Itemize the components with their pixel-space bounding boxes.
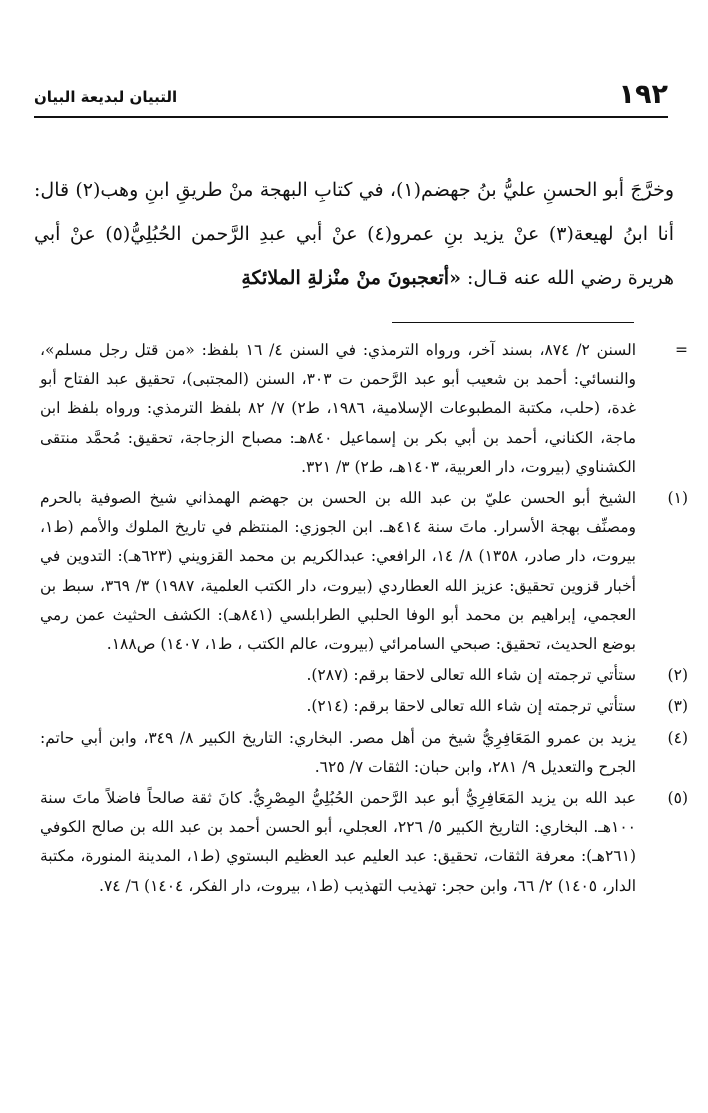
footnote-marker: = (675, 341, 688, 359)
footnotes (34, 336, 688, 903)
footnote-continuation (34, 336, 688, 482)
footnote-marker: (٢) (667, 666, 688, 685)
footnote-4 (34, 724, 688, 782)
running-title: التبيان لبديعة البيان (34, 88, 178, 106)
page-header (34, 78, 668, 114)
footnote-marker: (٥) (667, 789, 688, 808)
footnote-text: عبد الله بن يزيد المَعَافِرِيُّ أبو عبد الرَّحمن الحُبُلِيُّ المِصْرِيُّ. كانَ ثقة صالحاً فاضلاً ماتَ سنة ١٠٠هـ. البخاري: التاريخ الكبير ٥/ ٢٢٦، العجلي، أبو الحسن أحمد بن عبد الله بن صالح الكوفي (٢٦١هـ): معرفة الثقات، تحقيق: عبد العليم عبد العظيم البستوي (ط١، المدينة المنورة، مكتبة الدار، ١٤٠٥) ٢/ ٦٦، وابن حجر: تهذيب التهذيب (ط١، بيروت، دار الفكر، ١٤٠٤) ٦/ ٧٤. (40, 789, 636, 895)
footnote-2 (34, 661, 688, 690)
footnote-text: ستأتي ترجمته إن شاء الله تعالى لاحقا برقم: (٢٨٧). (306, 666, 636, 685)
footnote-text: السنن ٢/ ٨٧٤، بسند آخر، ورواه الترمذي: في السنن ٤/ ١٦ بلفظ: «من قتل رجل مسلم»، والنسائي: أحمد بن شعيب أبو عبد الرَّحمن ت ٣٠٣، السنن (المجتبى)، تحقيق عبد الفتاح أبو غدة، (حلب، مكتبة المطبوعات الإسلامية، ١٩٨٦، ط٢) ٧/ ٨٢ بلفظ الترمذي: ورواه بلفظ ابن ماجة، الكناني، أحمد بن أبي بكر بن إسماعيل ٨٤٠هـ: مصباح الزجاجة، تحقيق: مُحمَّد منتقى الكشناوي (بيروت، دار العربية، ١٤٠٣هـ، ط٢) ٣/ ٣٢١. (40, 341, 637, 476)
footnote-3 (34, 692, 688, 721)
footnote-marker: (٣) (667, 697, 688, 716)
hadith-quote-start: «أتعجبونَ منْ منْزلةِ الملائكةِ (241, 267, 461, 289)
main-paragraph-text: وخرَّجَ أبو الحسنِ عليُّ بنُ جهضم(١)، في كتابِ البهجة منْ طريقِ ابنِ وهب(٢) قال: أنا ابنُ لهيعة(٣) عنْ يزيد بنِ عمرو(٤) عنْ أبي عبدِ الرَّحمن الحُبُلِيُّ(٥) عنْ أبي هريرة رضي الله عنه قـال: (34, 179, 674, 289)
main-paragraph (34, 168, 674, 300)
footnote-text: الشيخ أبو الحسن عليّ بن عبد الله بن الحسن بن جهضم الهمذاني شيخ الصوفية بالحرم ومصنِّف بهجة الأسرار. ماتَ سنة ٤١٤هـ. ابن الجوزي: المنتظم في تاريخ الملوك والأمم (ط١، بيروت، دار صادر، ١٣٥٨) ٨/ ١٤، الرافعي: عبدالكريم بن محمد القزويني (٦٢٣هـ): التدوين في أخبار قزوين تحقيق: عزيز الله العطاردي (بيروت، دار الكتب العلمية، ١٩٨٧) ٣/ ٣٦٩، سبط بن العجمي، إبراهيم بن محمد أبو الوفا الحلبي الطرابلسي (٨٤١هـ): الكشف الحثيث عمن رمي بوضع الحديث، تحقيق: صبحي السامرائي (بيروت، عالم الكتب ، ط١، ١٤٠٧) ص١٨٨. (40, 489, 636, 654)
footnote-divider (392, 322, 634, 323)
footnote-1 (34, 484, 688, 659)
footnote-text: ستأتي ترجمته إن شاء الله تعالى لاحقا برقم: (٢١٤). (306, 697, 636, 716)
footnote-5 (34, 784, 688, 901)
header-divider (34, 116, 668, 118)
footnote-text: يزيد بن عمرو المَعَافِرِيُّ شيخ من أهل مصر. البخاري: التاريخ الكبير ٨/ ٣٤٩، وابن أبي حاتم: الجرح والتعديل ٩/ ٢٨١، وابن حبان: الثقات ٧/ ٦٢٥. (40, 728, 637, 776)
footnote-marker: (٤) (667, 728, 688, 747)
page-number: ١٩٢ (618, 79, 668, 110)
footnote-marker: (١) (667, 489, 688, 508)
